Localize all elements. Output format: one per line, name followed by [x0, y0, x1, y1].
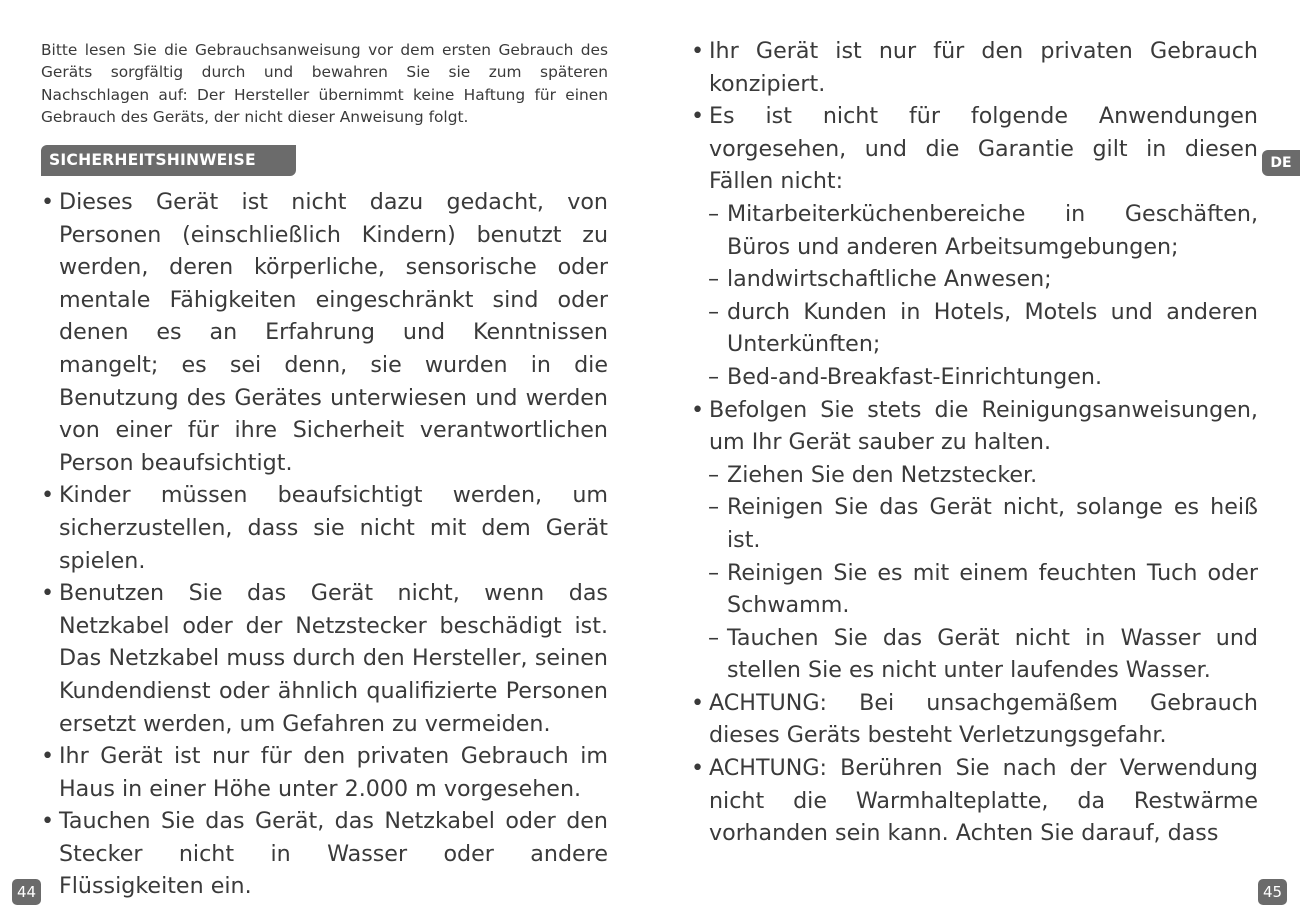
bullet-item: • Befolgen Sie stets die Reinigungsanweisungen, um Ihr Gerät sauber zu halten.	[691, 394, 1258, 459]
page-number-right: 45	[1258, 879, 1287, 905]
bullet-item: • ACHTUNG: Berühren Sie nach der Verwendung nicht die Warmhalteplatte, da Restwärme vorhanden sein kann. Achten Sie darauf, dass	[691, 752, 1258, 850]
language-tab: DE	[1262, 150, 1300, 176]
bullet-item: • Kinder müssen beaufsichtigt werden, um sicherzustellen, dass sie nicht mit dem Gerät spielen.	[41, 479, 608, 577]
dash-item: – durch Kunden in Hotels, Motels und anderen Unterkünften;	[691, 296, 1258, 361]
dash-item: – landwirtschaftliche Anwesen;	[691, 263, 1258, 296]
left-column	[41, 186, 608, 903]
dash-item: – Reinigen Sie das Gerät nicht, solange es heiß ist.	[691, 491, 1258, 556]
bullet-item: • Dieses Gerät ist nicht dazu gedacht, von Personen (einschließlich Kindern) benutzt zu werden, deren körperliche, sensorische oder mentale Fähigkeiten eingeschränkt sind oder denen es an Erfahrung und Kenntnissen mangelt; es sei denn, sie wurden in die Benutzung des Gerätes unterwiesen und werden von einer für ihre Sicherheit verantwortlichen Person beaufsichtigt.	[41, 186, 608, 479]
bullet-item: • Tauchen Sie das Gerät, das Netzkabel oder den Stecker nicht in Wasser oder andere Flüssigkeiten ein.	[41, 805, 608, 903]
dash-item: – Reinigen Sie es mit einem feuchten Tuch oder Schwamm.	[691, 557, 1258, 622]
dash-item: – Tauchen Sie das Gerät nicht in Wasser und stellen Sie es nicht unter laufendes Wasser.	[691, 622, 1258, 687]
bullet-item: • Ihr Gerät ist nur für den privaten Gebrauch konzipiert.	[691, 35, 1258, 100]
dash-item: – Ziehen Sie den Netzstecker.	[691, 459, 1258, 492]
dash-item: – Mitarbeiterküchenbereiche in Geschäften, Büros und anderen Arbeitsumgebungen;	[691, 198, 1258, 263]
bullet-item: • Ihr Gerät ist nur für den privaten Gebrauch im Haus in einer Höhe unter 2.000 m vorgesehen.	[41, 740, 608, 805]
bullet-item: • Es ist nicht für folgende Anwendungen vorgesehen, und die Garantie gilt in diesen Fällen nicht:	[691, 100, 1258, 198]
right-column	[691, 35, 1258, 850]
bullet-item: • ACHTUNG: Bei unsachgemäßem Gebrauch dieses Geräts besteht Verletzungsgefahr.	[691, 687, 1258, 752]
section-heading: SICHERHEITSHINWEISE	[41, 145, 296, 176]
page-number-left: 44	[12, 879, 41, 905]
bullet-item: • Benutzen Sie das Gerät nicht, wenn das Netzkabel oder der Netzstecker beschädigt ist. Das Netzkabel muss durch den Hersteller, seinen Kundendienst oder ähnlich qualifizierte Personen ersetzt werden, um Gefahren zu vermeiden.	[41, 577, 608, 740]
intro-paragraph: Bitte lesen Sie die Gebrauchsanweisung vor dem ersten Gebrauch des Geräts sorgfältig durch und bewahren Sie sie zum späteren Nachschlagen auf: Der Hersteller übernimmt keine Haftung für einen Gebrauch des Geräts, der nicht dieser Anweisung folgt.	[41, 41, 608, 126]
dash-item: – Bed-and-Breakfast-Einrichtungen.	[691, 361, 1258, 394]
